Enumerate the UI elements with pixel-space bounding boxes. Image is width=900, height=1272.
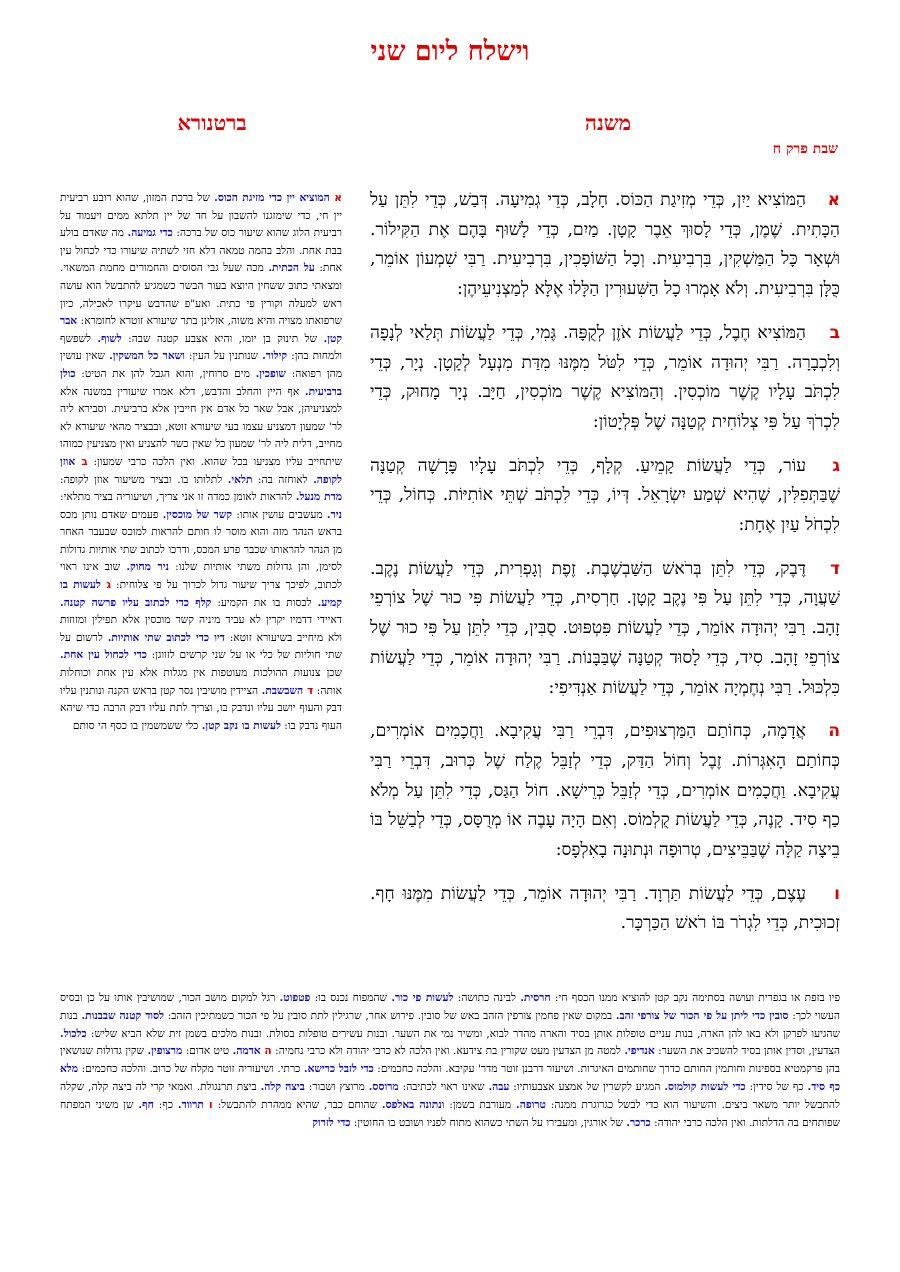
mishna-text: אֲדָמָה, כְּחוֹתַם הַמַּרְצוּפִים, דִּבְרֵי רַבִּי עֲקִיבָא. וַחֲכָמִים אוֹמְרִים, כְּחוֹתַם הָאִגְּרוֹת. זֶבֶל וְחוֹל הַדַּק, כְּדֵי לְזַבֵּל קֶלַח שֶׁל כְּרוּב, דִּבְרֵי רַבִּי עֲקִיבָא. וַחֲכָמִים אוֹמְרִים, כְּדֵי לְזַבֵּל כְּרֵישָׁא. חוֹל הַגַּס, כְּדֵי לִתֵּן עַל מְלֹא כַף סִיד. קָנֶה, כְּדֵי לַעֲשׂוֹת קֻלְמוֹס. וְאִם הָיָה עָבֶה אוֹ מְרֻסָּס, כְּדֵי לְבַשֵּׁל בּוֹ בֵיצָה קַלָּה שֶׁבַּבֵּיצִים, טְרוּפָה וּנְתוּנָה בָאִלְפָס: <box>370 721 840 861</box>
commentary-mishna-number: ב <box>75 455 88 468</box>
commentary-text: של ברכת המזון, שהוא רובע רביעית יין חי, כדי שימזגנו להשבון על חד של יין תלתא ממים ויעמוד על רביעית הלוג שהוא שיעור כוס של ברכה: <box>60 192 342 240</box>
commentary-text: למטה מן הצדעין מעט שקורין בת צידעא. ואין הלכה לא כרבי יהודה ולא כרבי נחמיה: <box>271 1045 625 1058</box>
commentary-heading-phrase: תלאי. <box>227 473 253 486</box>
commentary-text: לבינה כתושה: <box>453 992 521 1004</box>
mishna-number: ו <box>834 883 840 904</box>
commentary-heading-phrase: לעשות בו קמיע. <box>60 579 342 609</box>
mishna-paragraph <box>370 452 840 541</box>
commentary-text: כף של סידין: <box>745 1080 808 1093</box>
mishna-text: עֶצֶם, כְּדֵי לַעֲשׂוֹת תַּרְוָד. רַבִּי יְהוּדָה אוֹמֵר, כְּדֵי לַעֲשׂוֹת מִמֶּנּוּ חָף. זְכוּכִית, כְּדֵי לִגְרֹר בּוֹ רֹאשׁ הַכַּרְכָּר. <box>370 883 840 934</box>
commentary-text: מכה שעל גבי הסוסים והחמורים מחמת המשאוי. ומצאתי כתוב ששחין היוצא בעור הבשר כשמגיע להתבשל הוא עושה ראש למעלה וקורין פי כתית. ואע"פ שהדבש עיקרו לאכילה, כיון שרפואתו מצויה והיא משוה, אזלינן בתר שיעורא זוטרא לחומרא: <box>60 262 342 328</box>
mishna-number: ב <box>829 322 840 343</box>
commentary-mishna-number: ו <box>203 1098 213 1111</box>
commentary-heading-phrase: טרופה. <box>516 1098 546 1111</box>
commentary-heading-phrase: ושאר כל המשקין. <box>109 350 185 363</box>
mishna-paragraph <box>370 717 840 866</box>
commentary-heading-phrase: אוזן לקופה. <box>60 455 342 486</box>
commentary-mishna-number: ג <box>100 579 111 592</box>
commentary-heading-phrase: כדי לעשות קולמוס. <box>664 1080 746 1093</box>
commentary-text: שהוחם כבר, שהיא ממהרת להתבשל: <box>212 1098 382 1111</box>
commentary-text: כלי ששמשמין בו כסף הי סותם <box>72 719 202 732</box>
commentary-heading-phrase: כדי לזרוק <box>312 1116 351 1129</box>
mishna-paragraph <box>370 880 840 939</box>
commentary-heading-phrase: ניר מחוק. <box>126 561 169 574</box>
commentary-text: הציידין מושיבין נסר קטן בראש הקנה ונותנין עליו דבק והעוף יושב עליו ונדבק בו, וצריך לתת עליו דבק הרבה כדי שיהא העוף נדבק בו: <box>60 684 342 732</box>
commentary-heading-phrase: אדמה. <box>232 1045 261 1058</box>
mishna-paragraph <box>370 555 840 704</box>
page-title: וישלח ליום שני <box>370 36 530 67</box>
commentary-heading-phrase: ביצה קלה. <box>260 1080 305 1093</box>
commentary-heading-phrase: לשוף. <box>97 332 122 345</box>
commentary-text: שאינו ראוי לכתיבה: <box>398 1080 489 1093</box>
commentary-heading-phrase: תרווד. <box>177 1098 204 1111</box>
commentary-text: לאוחזה בה: <box>252 473 314 486</box>
bartenura-commentary-continuation <box>60 990 840 1220</box>
commentary-text: שאין עושין מהן רפואה: <box>60 350 342 380</box>
commentary-heading-phrase: פטפוט. <box>279 992 311 1004</box>
commentary-text: לכסות בו את הקמיע: <box>211 596 318 609</box>
commentary-mishna-number: ה <box>260 1045 272 1058</box>
commentary-text: לתלותו בו. ובציר משיעור אוזן לקופה: <box>60 473 228 486</box>
commentary-heading-phrase: מדת מנעל. <box>295 491 342 504</box>
commentary-heading-phrase: סובין כדי ליתן על פי הכור של צורפי זהב. <box>615 1009 789 1022</box>
mishna-text: דֶּבֶק, כְּדֵי לִתֵּן בְּרֹאשׁ הַשַּׁבְשֶׁבֶת. זֶפֶת וְגָפְרִית, כְּדֵי לַעֲשׂוֹת נֶקֶב. שַׁעֲוָה, כְּדֵי לִתֵּן עַל פִּי נֶקֶב קָטָן. חַרְסִית, כְּדֵי לַעֲשׂוֹת פִּי כוּר שֶׁל צוֹרְפֵי זָהָב. רַבִּי יְהוּדָה אוֹמֵר, כְּדֵי לַעֲשׂוֹת פִּטְפּוּט. סֻבִּין, כְּדֵי לִתֵּן עַל פִּי כוּר שֶׁל צוֹרְפֵי זָהָב. סִיד, כְּדֵי לָסוּד קְטַנָּה שֶׁבַּבָּנוֹת. רַבִּי יְהוּדָה אוֹמֵר, כְּדֵי לַעֲשׂוֹת כִּלְכּוּל. רַבִּי נְחֶמְיָה אוֹמֵר, כְּדֵי לַעֲשׂוֹת אַנְדִּיפִי: <box>370 558 840 698</box>
mishna-heading: משנה <box>584 110 632 135</box>
commentary-text: שוב אינו ראוי לכתוב, לפיכך צריך שיעור גדול לכרוך על פי צלוחית: <box>60 561 342 592</box>
commentary-mishna-number: א <box>329 192 342 204</box>
commentary-heading-phrase: כרכר. <box>626 1116 651 1129</box>
mishna-number: ד <box>830 558 840 579</box>
commentary-text: פיו בזפת או בגפרית ועושה בסתימה נקב קטן להוציא ממנו הכסף חי: <box>550 992 840 1004</box>
commentary-text: פעמים שאדם נותן מכס בראש הנהר מזה והוא מוסר לו חותם להראות למוכס שבעבר האחר מן הנהר להראותו שכבר פרע המכס, ודרכו לכתוב שתי אותיות גדולות לסימן, והן גדולות משתי אותיות שלנו: <box>60 508 342 574</box>
mishna-paragraph <box>370 186 840 305</box>
chapter-label: שבת פרק ח <box>772 141 838 157</box>
commentary-heading-phrase: חף. <box>138 1098 154 1111</box>
mishna-text: הַמּוֹצִיא יַיִן, כְּדֵי מְזִיגַת הַכּוֹס. חָלָב, כְּדֵי גְמִיעָה. דְּבַשׁ, כְּדֵי לִתֵּן עַל הַכָּתִית. שֶׁמֶן, כְּדֵי לָסוּךְ אֵבֶר קָטָן. מַיִם, כְּדֵי לָשׁוּף בָּהֶם אֶת הַקִּילוֹר. וּשְׁאָר כָּל הַמַּשְׁקִין, בִּרְבִיעִית. וְכָל הַשּׁוֹפָכִין, בִּרְבִיעִית. רַבִּי שִׁמְעוֹן אוֹמֵר, כֻּלָּן בִּרְבִיעִית. וְלֹא אָמְרוּ כָל הַשִּׁעוּרִין הַלָּלוּ אֶלָּא לְמַצְנִיעֵיהֶן: <box>370 190 840 300</box>
mishna-text-column <box>370 186 840 986</box>
commentary-heading-phrase: קלף כדי לכתוב עליו פרשה קטנה. <box>60 596 212 609</box>
commentary-heading-phrase: השבשבת. <box>261 684 304 697</box>
commentary-text: לרשום על שתי חוליות של כלי או על שני קרשים לזווגן: <box>60 631 342 662</box>
commentary-text: שכן צנועות ההולכות מעוטפות אין מגלות אלא עין אחת וכוחלות אותה: <box>60 667 342 697</box>
commentary-heading-phrase: ניר. <box>326 508 342 521</box>
commentary-paragraph <box>60 990 840 1132</box>
commentary-text: של תינוק בן יומו, והיא אצבע קטנה שבה: <box>121 332 324 345</box>
mishna-number: ה <box>828 721 840 742</box>
commentary-text: מרוצץ ושבור: <box>304 1080 369 1093</box>
commentary-heading-phrase: לעשות פי כור. <box>391 992 454 1004</box>
commentary-heading-phrase: לעשות בו נקב קטן. <box>201 719 281 732</box>
commentary-text: מה שאדם בולע בבת אחת. והלב בהמה טמאה דלא חזי לשתיה שיעורו כדי לכחול עין אחת: <box>60 227 342 275</box>
commentary-heading-phrase: על הכתית. <box>268 262 315 275</box>
commentary-heading-phrase: חרסית. <box>520 992 551 1004</box>
commentary-heading-phrase: מלא כף סיד. <box>60 1063 840 1093</box>
mishna-paragraph <box>370 319 840 438</box>
commentary-text: אף היין והחלב והדבש, דלא אמרו שיעורין במשנה אלא למצניעיהן, אבל שאר כל אדם אין חייבין אלא ברביעית. וסבירא ליה לר' שמעון דמצניע עצמו בעי שיעורא זוטא, ובבציר מהאי שיעורא לא מחייב, דלית ליה לר' שמעון כל שאין כשר להצניע ואין מצניעין כמוהו שיתחייב עליו מצניעו בכל שהוא. ואין הלכה כרבי שמעון: <box>60 385 342 468</box>
commentary-text: המגיע לקשרין של אמצע אצבעותיו: <box>509 1080 665 1093</box>
commentary-text: הצדעין, וסדין אותן בסיד להשכיב את השער: <box>654 1045 840 1058</box>
commentary-text: שן משיני המפתח שפותחים בה הדלתות. ואין הלכה כרבי יהודה: <box>60 1098 840 1129</box>
commentary-heading-phrase: אנדיפי. <box>624 1045 655 1058</box>
bartenura-commentary-column <box>60 190 342 970</box>
commentary-text: במקום שאין פחמין צורפין הזהב באש של סובין. פירוש אחר, שרגילין לתת סובין על פי הכור כשמתיכין הזהב: <box>164 1009 616 1022</box>
commentary-text: להראות לאומן כמדה זו אני צריך, ושיעוריה בציר מתלאי: <box>60 491 296 504</box>
commentary-text: שנותנין על העין: <box>184 350 263 363</box>
commentary-text: מעורבת בשמן: <box>444 1098 517 1111</box>
commentary-heading-phrase: ונתונה באלפס. <box>381 1098 445 1111</box>
commentary-text: שהמפוח נכנס בו: <box>310 992 392 1004</box>
mishna-number: א <box>827 190 840 210</box>
commentary-heading-phrase: כלכול. <box>60 1027 87 1040</box>
commentary-heading-phrase: אבר קטן. <box>60 315 342 345</box>
commentary-text: רגל למקום מושב הכור, שמושיבין אותו על כן ובסיס העשוי לכך: <box>60 992 840 1022</box>
commentary-heading-phrase: מרוסס. <box>368 1080 399 1093</box>
commentary-text: שקין גדולות שנושאין בהן פרקמטיא בספינות וחותמין החותם כדרך שחותמים האיגרות. ושיעור דרבנן זוטר מדר' עקיבא. והלכה כחכמים: <box>60 1045 840 1076</box>
mishna-number: ג <box>832 455 840 476</box>
commentary-heading-phrase: המוציא יין כדי מזיגת הכוס. <box>214 192 330 204</box>
mishna-text: הַמּוֹצִיא חֶבֶל, כְּדֵי לַעֲשׂוֹת אֹזֶן לְקֻפָּה. גֶּמִי, כְּדֵי לַעֲשׂוֹת תְּלַאי לְנָפָה וְלִכְבָרָה. רַבִּי יְהוּדָה אוֹמֵר, כְּדֵי לִטֹּל מִמֶּנּוּ מִדַּת מִנְעָל לְקָטָן. נְיָר, כְּדֵי לִכְתֹּב עָלָיו קֶשֶׁר מוֹכְסִין. וְהַמּוֹצִיא קֶשֶׁר מוֹכְסִין, חַיָּב. נְיָר מָחוּק, כְּדֵי לִכְרֹךְ עַל פִּי צְלוֹחִית קְטַנָּה שֶׁל פְּלְיָטוֹן: <box>370 322 840 432</box>
commentary-heading-phrase: דיו כדי לכתוב שתי אותיות. <box>107 631 225 644</box>
commentary-text: דאיידי דדמיו יקרין לא עביד מיניה קשר מוכסין אלא תפילין ומזוזות ולא מיחייב בשיעורא זוטא: <box>60 614 342 644</box>
commentary-text: מעשבים עושין אותו: <box>232 508 327 521</box>
commentary-text: כף: <box>153 1098 178 1111</box>
commentary-heading-phrase: עבה. <box>488 1080 510 1093</box>
commentary-heading-phrase: כדי לכחול עין אחת. <box>60 649 147 662</box>
commentary-text: מים סרוחין, והוא הגבל להן את הטיט: <box>75 367 256 380</box>
commentary-heading-phrase: כולן ברביעית. <box>60 367 342 398</box>
commentary-paragraph <box>60 190 342 735</box>
commentary-heading-phrase: כדי לזבל כרישא. <box>303 1063 374 1076</box>
bartenura-heading: ברטנורא <box>177 110 247 135</box>
commentary-heading-phrase: קילור. <box>262 350 288 363</box>
commentary-text: בנות שהגיעו לפרקן ולא באו להן הארה, בנות עניים טופלות אותן בסיד והארה מהדר לבוא, ומשיר נמי את השער. ובנות עשירים טופלות בסולת. ובנות מלכים בשמן זית שלא הביא שליש: <box>60 1009 840 1040</box>
commentary-mishna-number: ד <box>303 684 314 697</box>
commentary-text: של אורגין, ומעבירו על השתי כשהוא מתוח לפניו ושובט בו החוטין: <box>350 1116 627 1129</box>
commentary-text: טיט אדום: <box>182 1045 233 1058</box>
commentary-text: לשפשף ולמחות בהן: <box>60 332 342 363</box>
commentary-heading-phrase: מרצופין. <box>147 1045 183 1058</box>
mishna-text: עוֹר, כְּדֵי לַעֲשׂוֹת קָמֵיעַ. קְלָף, כְּדֵי לִכְתֹּב עָלָיו פָּרָשָׁה קְטַנָּה שֶׁבַּתְּפִלִּין, שֶׁהִיא שְׁמַע יִשְׂרָאֵל. דְּיוֹ, כְּדֵי לִכְתֹּב שְׁתֵּי אוֹתִיּוֹת. כְּחוֹל, כְּדֵי לִכְחֹל עַיִן אֶחָת: <box>370 455 840 536</box>
commentary-heading-phrase: שופכין. <box>255 367 286 380</box>
commentary-heading-phrase: קשר של מוכסין. <box>162 508 233 521</box>
commentary-heading-phrase: לסוד קטנה שבבנות. <box>81 1009 164 1022</box>
commentary-text: ביצת תרנגולת. ואמאי קרי לה ביצה קלה, שקלה להתבשל יותר משאר ביצים. והשיעור הוא כדי לבשל כגרוגרת ממנה: <box>60 1080 840 1111</box>
commentary-heading-phrase: כדי גמיעה. <box>127 227 173 240</box>
commentary-text: כרתי. ושיעוריה זוטר מקלח של כרוב. והלכה כחכמים: <box>78 1063 304 1076</box>
